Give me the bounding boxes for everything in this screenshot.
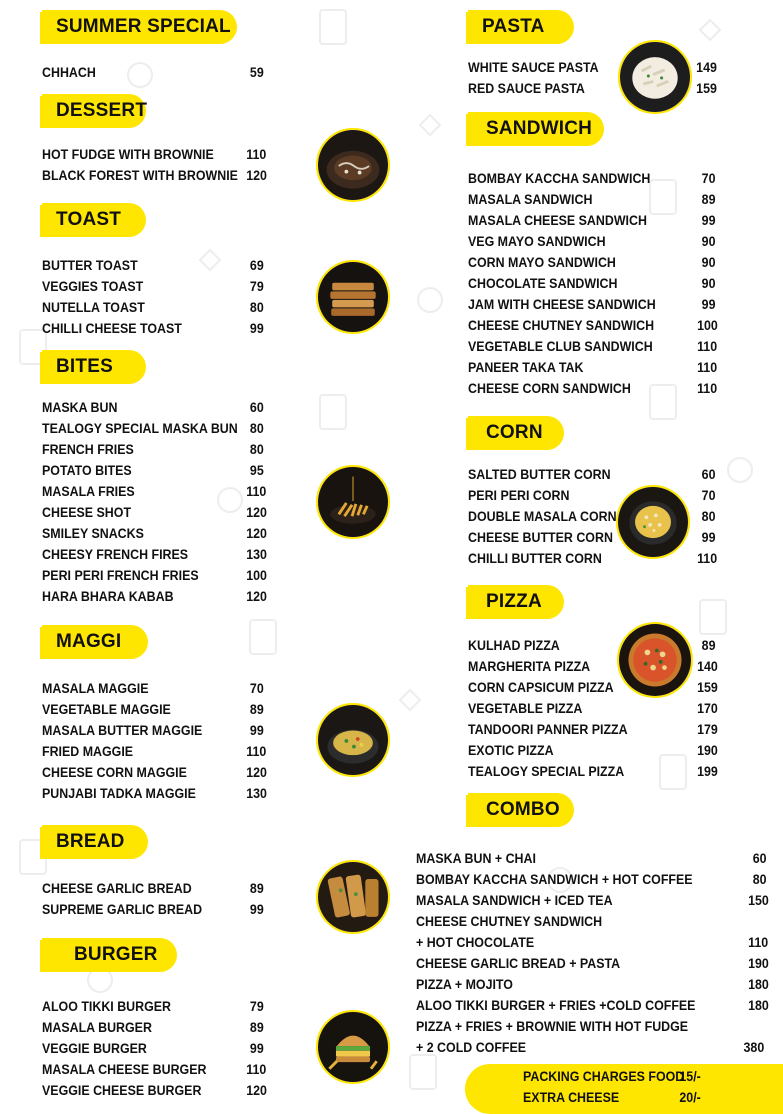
item-name: MASALA SANDWICH + ICED TEA — [416, 893, 613, 908]
item-price: 120 — [246, 526, 267, 541]
item-name: MASALA BURGER — [42, 1020, 152, 1035]
item-name: PANEER TAKA TAK — [468, 360, 584, 375]
list-item — [416, 995, 769, 1016]
section-title-bites: BITES — [42, 350, 146, 384]
summer-special-list — [42, 62, 292, 83]
item-price: 100 — [697, 318, 718, 333]
burger-photo — [316, 1010, 390, 1084]
burger-list — [42, 996, 292, 1101]
list-item — [468, 231, 718, 252]
toast-photo — [316, 260, 390, 334]
item-price: 99 — [249, 723, 264, 738]
item-price: 110 — [697, 360, 718, 375]
item-name: NUTELLA TOAST — [42, 300, 145, 315]
item-name: SMILEY SNACKS — [42, 526, 144, 541]
list-item — [42, 544, 272, 565]
item-price: 70 — [701, 488, 716, 503]
sandwich-list — [468, 168, 740, 399]
section-title-maggi: MAGGI — [42, 625, 148, 659]
list-item — [468, 294, 718, 315]
item-name: TEALOGY SPECIAL PIZZA — [468, 764, 625, 779]
item-price: 130 — [246, 547, 267, 562]
list-item — [468, 740, 718, 761]
item-price: 120 — [246, 168, 267, 183]
section-title-toast: TOAST — [42, 203, 146, 237]
item-price: 120 — [246, 1083, 267, 1098]
charge-price: 15/- — [679, 1069, 701, 1084]
item-name: + 2 COLD COFFEE — [416, 1040, 527, 1055]
list-item — [42, 678, 272, 699]
item-price: 70 — [249, 681, 264, 696]
item-name: CHEESE GARLIC BREAD — [42, 881, 192, 896]
list-item — [468, 357, 718, 378]
item-name: CHEESE CHUTNEY SANDWICH — [416, 914, 603, 929]
item-price: 190 — [697, 743, 718, 758]
item-name: VEGGIE BURGER — [42, 1041, 147, 1056]
brownie-photo — [316, 128, 390, 202]
item-price: 90 — [701, 234, 716, 249]
item-name: VEGGIES TOAST — [42, 279, 144, 294]
item-price: 90 — [701, 276, 716, 291]
combo-list — [416, 848, 768, 1058]
list-item — [416, 848, 767, 869]
list-item — [42, 899, 272, 920]
section-title-summer-special: SUMMER SPECIAL — [42, 10, 237, 44]
list-item — [42, 586, 272, 607]
item-price: 80 — [249, 442, 264, 457]
list-item — [42, 699, 272, 720]
item-name: TEALOGY SPECIAL MASKA BUN — [42, 421, 238, 436]
charge-price: 20/- — [679, 1090, 701, 1105]
bread-list — [42, 878, 292, 920]
item-price: 59 — [249, 65, 264, 80]
list-item — [42, 397, 272, 418]
pasta-photo — [618, 40, 692, 114]
charge-label: PACKING CHARGES FOOD — [523, 1069, 685, 1084]
item-name: WHITE SAUCE PASTA — [468, 60, 599, 75]
item-price: 130 — [246, 786, 267, 801]
list-item — [468, 698, 718, 719]
list-item — [42, 62, 272, 83]
item-name: CHILLI CHEESE TOAST — [42, 321, 182, 336]
list-item — [468, 719, 718, 740]
list-item — [468, 315, 718, 336]
list-item — [468, 548, 718, 569]
item-name: CHEESE GARLIC BREAD + PASTA — [416, 956, 621, 971]
list-item — [42, 720, 272, 741]
item-name: FRENCH FRIES — [42, 442, 134, 457]
corn-list — [468, 464, 740, 569]
list-item — [416, 911, 740, 932]
pizza-photo — [617, 622, 693, 698]
item-name: VEGETABLE CLUB SANDWICH — [468, 339, 653, 354]
list-item — [42, 523, 272, 544]
item-name: HOT FUDGE WITH BROWNIE — [42, 147, 214, 162]
item-name: SALTED BUTTER CORN — [468, 467, 611, 482]
list-item — [42, 762, 272, 783]
item-price: 150 — [748, 893, 769, 908]
item-price: 110 — [246, 1062, 267, 1077]
item-name: BOMBAY KACCHA SANDWICH + HOT COFFEE — [416, 872, 693, 887]
list-item — [42, 741, 272, 762]
item-name: CHEESE SHOT — [42, 505, 132, 520]
list-item — [416, 1016, 740, 1037]
item-price: 180 — [748, 977, 769, 992]
list-item — [468, 464, 718, 485]
list-item — [416, 974, 769, 995]
item-name: CORN CAPSICUM PIZZA — [468, 680, 614, 695]
section-title-sandwich: SANDWICH — [468, 112, 604, 146]
item-price: 140 — [697, 659, 718, 674]
item-name: MASALA SANDWICH — [468, 192, 593, 207]
item-price: 80 — [752, 872, 767, 887]
item-name: + HOT CHOCOLATE — [416, 935, 535, 950]
section-title-bread: BREAD — [42, 825, 148, 859]
list-item — [468, 168, 718, 189]
item-price: 99 — [249, 321, 264, 336]
maggi-photo — [316, 703, 390, 777]
item-name: CHEESE CHUTNEY SANDWICH — [468, 318, 655, 333]
item-name: MASKA BUN + CHAI — [416, 851, 536, 866]
list-item — [42, 1059, 272, 1080]
fries-photo — [316, 465, 390, 539]
list-item — [468, 252, 718, 273]
list-item — [468, 378, 718, 399]
item-name: SUPREME GARLIC BREAD — [42, 902, 203, 917]
list-item — [468, 210, 718, 231]
item-name: BOMBAY KACCHA SANDWICH — [468, 171, 651, 186]
extra-cheese-row — [523, 1087, 701, 1108]
item-price: 120 — [246, 765, 267, 780]
item-price: 159 — [696, 81, 717, 96]
item-name: PIZZA + FRIES + BROWNIE WITH HOT FUDGE — [416, 1019, 689, 1034]
item-price: 95 — [249, 463, 264, 478]
maggi-list — [42, 678, 292, 804]
item-price: 120 — [246, 589, 267, 604]
item-name: CHEESE CORN MAGGIE — [42, 765, 187, 780]
item-name: DOUBLE MASALA CORN — [468, 509, 617, 524]
list-item — [468, 273, 718, 294]
item-name: HARA BHARA KABAB — [42, 589, 174, 604]
pizza-list — [468, 635, 740, 782]
item-name: MASKA BUN — [42, 400, 118, 415]
item-name: MASALA BUTTER MAGGIE — [42, 723, 203, 738]
item-price: 170 — [697, 701, 718, 716]
item-name: RED SAUCE PASTA — [468, 81, 585, 96]
item-name: FRIED MAGGIE — [42, 744, 134, 759]
section-title-pizza: PIZZA — [468, 585, 564, 619]
item-price: 90 — [701, 255, 716, 270]
item-name: VEGETABLE MAGGIE — [42, 702, 171, 717]
list-item — [42, 1080, 272, 1101]
bites-list — [42, 397, 292, 607]
list-item — [42, 255, 272, 276]
item-price: 89 — [249, 702, 264, 717]
item-name: CHEESE BUTTER CORN — [468, 530, 613, 545]
item-name: CHEESE CORN SANDWICH — [468, 381, 631, 396]
list-item — [416, 890, 769, 911]
item-name: PERI PERI CORN — [468, 488, 570, 503]
item-price: 159 — [697, 680, 718, 695]
list-item — [416, 1037, 765, 1058]
item-price: 80 — [249, 300, 264, 315]
item-price: 79 — [249, 999, 264, 1014]
item-name: KULHAD PIZZA — [468, 638, 560, 653]
item-price: 60 — [249, 400, 264, 415]
packing-charges-row — [523, 1066, 701, 1087]
list-item — [42, 460, 272, 481]
item-price: 110 — [246, 744, 267, 759]
item-name: MASALA CHEESE BURGER — [42, 1062, 207, 1077]
item-price: 99 — [701, 530, 716, 545]
item-name: MASALA MAGGIE — [42, 681, 149, 696]
item-name: MASALA FRIES — [42, 484, 135, 499]
item-price: 179 — [697, 722, 718, 737]
item-name: VEGGIE CHEESE BURGER — [42, 1083, 202, 1098]
item-name: CHHACH — [42, 65, 96, 80]
item-name: BLACK FOREST WITH BROWNIE — [42, 168, 238, 183]
item-price: 89 — [249, 1020, 264, 1035]
item-name: CHEESY FRENCH FIRES — [42, 547, 189, 562]
item-price: 69 — [249, 258, 264, 273]
item-price: 380 — [743, 1040, 765, 1055]
corn-photo — [616, 485, 690, 559]
garlic-bread-photo — [316, 860, 390, 934]
item-price: 99 — [249, 902, 264, 917]
item-name: TANDOORI PANNER PIZZA — [468, 722, 628, 737]
section-title-dessert: DESSERT — [42, 94, 146, 128]
list-item — [42, 318, 272, 339]
item-name: PIZZA + MOJITO — [416, 977, 513, 992]
item-name: BUTTER TOAST — [42, 258, 138, 273]
item-name: PERI PERI FRENCH FRIES — [42, 568, 199, 583]
item-name: PUNJABI TADKA MAGGIE — [42, 786, 196, 801]
item-price: 60 — [752, 851, 767, 866]
list-item — [468, 336, 718, 357]
list-item — [416, 932, 769, 953]
item-price: 180 — [748, 998, 769, 1013]
item-name: VEGETABLE PIZZA — [468, 701, 583, 716]
list-item — [42, 996, 272, 1017]
list-item — [42, 565, 272, 586]
item-price: 149 — [696, 60, 717, 75]
item-price: 89 — [701, 192, 716, 207]
extra-charges-banner — [465, 1064, 783, 1114]
section-title-corn: CORN — [468, 416, 564, 450]
item-price: 110 — [697, 381, 718, 396]
section-title-combo: COMBO — [468, 793, 574, 827]
list-item — [416, 953, 769, 974]
item-name: POTATO BITES — [42, 463, 132, 478]
list-item — [42, 297, 272, 318]
toast-list — [42, 255, 292, 339]
item-price: 80 — [701, 509, 716, 524]
item-name: MASALA CHEESE SANDWICH — [468, 213, 647, 228]
list-item — [42, 1038, 272, 1059]
pasta-list — [468, 57, 740, 99]
list-item — [42, 878, 272, 899]
item-name: CHILLI BUTTER CORN — [468, 551, 602, 566]
charge-label: EXTRA CHEESE — [523, 1090, 620, 1105]
item-name: EXOTIC PIZZA — [468, 743, 554, 758]
item-name: ALOO TIKKI BURGER — [42, 999, 172, 1014]
item-price: 60 — [701, 467, 716, 482]
item-price: 110 — [697, 339, 718, 354]
item-name: JAM WITH CHEESE SANDWICH — [468, 297, 656, 312]
item-price: 120 — [246, 505, 267, 520]
item-name: MARGHERITA PIZZA — [468, 659, 591, 674]
item-name: CHOCOLATE SANDWICH — [468, 276, 618, 291]
item-price: 110 — [748, 935, 769, 950]
item-price: 99 — [701, 297, 716, 312]
list-item — [42, 439, 272, 460]
dessert-list — [42, 144, 292, 186]
list-item — [42, 144, 272, 165]
item-name: VEG MAYO SANDWICH — [468, 234, 606, 249]
list-item — [42, 418, 272, 439]
item-price: 80 — [249, 421, 264, 436]
list-item — [416, 869, 767, 890]
item-price: 99 — [701, 213, 716, 228]
section-title-burger: BURGER — [42, 938, 177, 972]
list-item — [468, 761, 718, 782]
item-price: 99 — [249, 1041, 264, 1056]
list-item — [42, 502, 272, 523]
item-price: 190 — [748, 956, 769, 971]
item-price: 110 — [697, 551, 718, 566]
list-item — [42, 1017, 272, 1038]
list-item — [42, 276, 272, 297]
item-price: 100 — [246, 568, 267, 583]
item-price: 110 — [246, 484, 267, 499]
item-price: 110 — [246, 147, 267, 162]
item-price: 79 — [249, 279, 264, 294]
item-price: 89 — [249, 881, 264, 896]
item-price: 70 — [701, 171, 716, 186]
section-title-pasta: PASTA — [468, 10, 574, 44]
list-item — [468, 189, 718, 210]
list-item — [42, 783, 272, 804]
item-name: CORN MAYO SANDWICH — [468, 255, 616, 270]
item-price: 89 — [701, 638, 716, 653]
list-item — [42, 481, 272, 502]
list-item — [42, 165, 272, 186]
item-price: 199 — [697, 764, 718, 779]
item-name: ALOO TIKKI BURGER + FRIES +COLD COFFEE — [416, 998, 696, 1013]
